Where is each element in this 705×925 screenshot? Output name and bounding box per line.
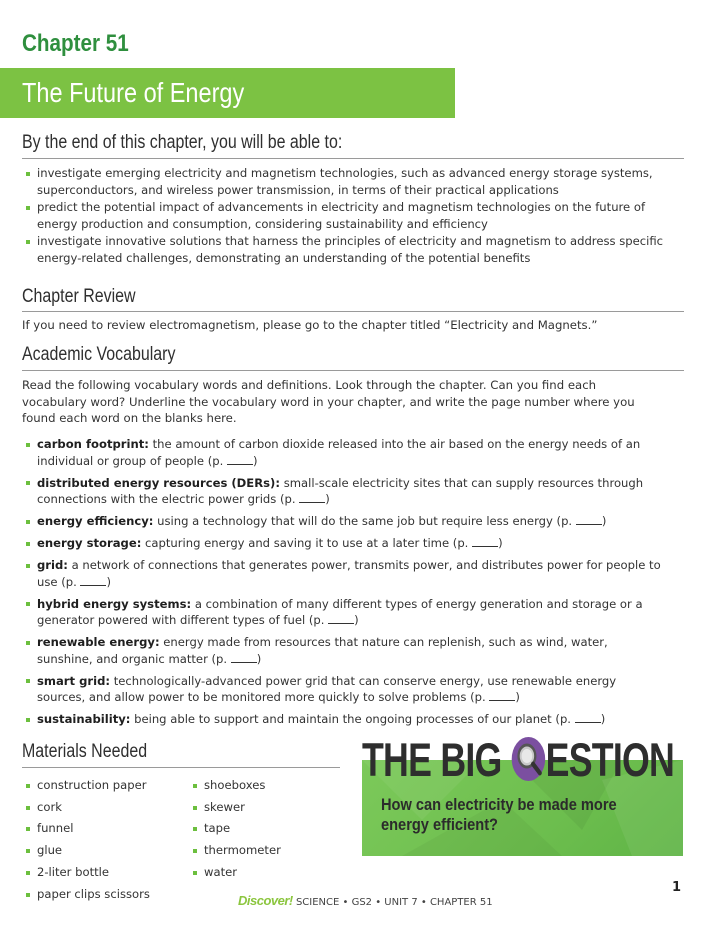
material-item: funnel (26, 818, 150, 840)
page-prefix: (p. (470, 690, 486, 704)
page-prefix: (p. (211, 651, 228, 666)
review-heading: Chapter Review (22, 286, 136, 307)
objectives-rule (22, 158, 684, 159)
vocab-term: hybrid energy systems: (37, 596, 192, 611)
page-prefix: (p. (207, 453, 224, 468)
big-question-text: How can electricity be made more energy efficient? (381, 795, 617, 834)
magnifying-glass-icon (511, 736, 546, 782)
page-number-blank[interactable] (489, 691, 515, 701)
vocab-item (26, 475, 666, 508)
page-suffix: ) (498, 536, 503, 550)
page-prefix: (p. (452, 536, 469, 550)
page-suffix: ) (515, 690, 520, 704)
vocab-term: distributed energy resources (DERs): (37, 475, 280, 490)
chapter-title: The Future of Energy (22, 77, 245, 108)
page-number-blank[interactable] (472, 537, 498, 547)
vocab-term: energy efficiency: (37, 514, 154, 528)
page-number-blank[interactable] (80, 576, 106, 586)
page-suffix: ) (600, 712, 606, 726)
footer (238, 893, 493, 908)
materials-rule (22, 767, 340, 768)
vocab-definition: the amount of carbon dioxide released into the air based on the energy needs of an individual or group of people (37, 437, 641, 468)
page-number: 1 (672, 880, 682, 895)
vocab-item (26, 535, 666, 552)
page-prefix: (p. (556, 514, 573, 528)
page-number-blank[interactable] (328, 614, 354, 624)
chapter-label: Chapter 51 (22, 30, 129, 57)
page-number-blank[interactable] (227, 455, 253, 465)
vocab-term: grid: (37, 558, 68, 572)
page-suffix: ) (601, 514, 607, 528)
vocab-definition: energy made from resources that nature can replenish, such as wind, water, sunshine, and organic matter (37, 635, 608, 666)
vocab-item (26, 673, 666, 706)
vocab-definition: small-scale electricity sites that can supply resources through connections with the electric power grids (37, 475, 644, 506)
discover-logo: Discover! (238, 893, 293, 908)
vocab-term: sustainability: (37, 712, 131, 726)
material-item: construction paper (26, 775, 150, 797)
vocab-item (26, 513, 666, 530)
material-item: 2-liter bottle (26, 862, 150, 884)
material-item: thermometer (193, 840, 281, 862)
review-rule (22, 311, 684, 312)
objective-item: investigate emerging electricity and magnetism technologies, such as advanced energy storage systems, superconductors, and wireless power transmission, in terms of their practical applications (26, 165, 666, 198)
vocab-item (26, 634, 666, 667)
materials-column-1 (26, 775, 150, 905)
page-number-blank[interactable] (299, 493, 325, 503)
objective-item: investigate innovative solutions that harness the principles of electricity and magnetism to address specific energy-related challenges, demonstrating an understanding of the potential benefits (26, 233, 666, 266)
vocab-term: renewable energy: (37, 635, 160, 649)
vocab-definition: using a technology that will do the same job but require less energy (157, 514, 553, 528)
title-banner (0, 68, 455, 118)
page-suffix: ) (256, 651, 262, 666)
vocabulary-heading: Academic Vocabulary (22, 344, 176, 365)
material-item: paper clips scissors (26, 884, 150, 906)
material-item: tape (193, 818, 281, 840)
page-number-blank[interactable] (231, 653, 257, 663)
page-prefix: (p. (555, 712, 571, 726)
vocab-definition: being able to support and maintain the ongoing processes of our planet (134, 712, 552, 726)
big-question-title (362, 732, 674, 787)
big-question-title-right: ESTION (545, 733, 675, 786)
material-item: cork (26, 797, 150, 819)
material-item: shoeboxes (193, 775, 281, 797)
vocab-definition: a network of connections that generates power, transmits power, and distributes power for people to use (37, 558, 661, 589)
big-question-title-left: THE BIG (362, 733, 511, 786)
vocab-item (26, 711, 666, 728)
vocabulary-intro: Read the following vocabulary words and definitions. Look through the chapter. Can you find each vocabulary word? Underline the vocabulary word in your chapter, and write the page number where you found each word on the blanks here. (22, 378, 635, 425)
page-suffix: ) (354, 613, 359, 627)
page-number-blank[interactable] (576, 515, 602, 525)
page-prefix: (p. (280, 492, 296, 506)
objective-item: predict the potential impact of advancements in electricity and magnetism technologies on the future of energy production and consumption, considering sustainability and efficiency (26, 199, 666, 232)
material-item: glue (26, 840, 150, 862)
review-text: If you need to review electromagnetism, please go to the chapter titled “Electricity and Magnets.” (22, 318, 598, 332)
materials-column-2 (193, 775, 281, 884)
page-number-blank[interactable] (575, 713, 601, 723)
page-suffix: ) (106, 574, 112, 589)
vocab-definition: capturing energy and saving it to use at a later time (145, 536, 450, 550)
vocab-term: carbon footprint: (37, 437, 149, 451)
page-prefix: (p. (308, 613, 325, 627)
vocab-item (26, 596, 666, 629)
page-suffix: ) (252, 453, 258, 468)
vocab-definition: technologically-advanced power grid that can conserve energy, use renewable energy sources, and allow power to be monitored more quickly to solve problems (37, 673, 617, 704)
vocabulary-rule (22, 370, 684, 371)
page-suffix: ) (325, 492, 330, 506)
objectives-heading: By the end of this chapter, you will be able to: (22, 132, 343, 153)
vocab-item (26, 557, 666, 590)
vocab-term: smart grid: (37, 673, 111, 688)
vocab-term: energy storage: (37, 536, 142, 550)
material-item: water (193, 862, 281, 884)
footer-text: SCIENCE • GS2 • UNIT 7 • CHAPTER 51 (295, 897, 493, 908)
vocab-item (26, 436, 666, 469)
material-item: skewer (193, 797, 281, 819)
materials-heading: Materials Needed (22, 741, 148, 762)
vocab-definition: a combination of many different types of energy generation and storage or a generator powered with different types of fuel (37, 596, 643, 627)
objectives-list (26, 165, 666, 267)
page-prefix: (p. (61, 574, 77, 589)
vocabulary-list (26, 436, 666, 733)
